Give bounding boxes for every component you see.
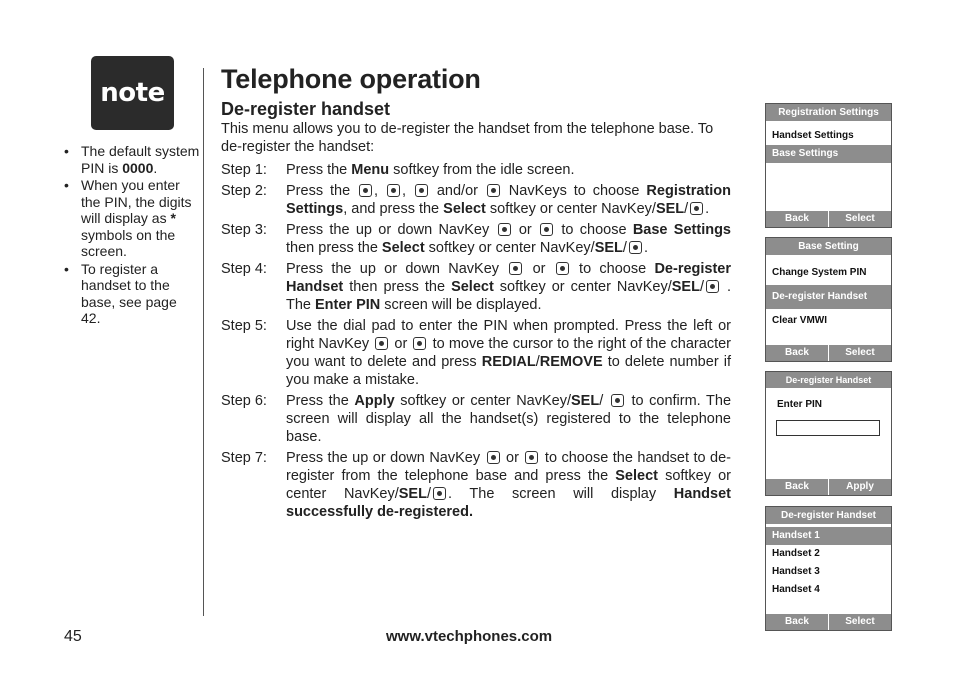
lcd-row: Enter PIN	[777, 399, 823, 410]
softkey-back: Back	[766, 479, 829, 495]
navkey-down-icon	[556, 262, 569, 275]
note-badge	[91, 56, 174, 130]
lcd-softkeys	[766, 345, 891, 361]
step-7: Step 7: Press the up or down NavKey or to choose the handset to de-register from the telephone base and press the Select softkey or center NavKey/SEL/ . The screen will display Handset successfully de-registered.	[221, 450, 731, 520]
lcd-row: Change System PIN	[772, 267, 867, 278]
page-number: 45	[64, 628, 82, 645]
lcd-header: De-register Handset	[766, 507, 891, 524]
lcd-screen-base-setting	[765, 237, 892, 362]
lcd-header: Base Setting	[766, 238, 891, 255]
softkey-select: Select	[845, 213, 875, 224]
step-2: Step 2: Press the , , and/or NavKeys to choose Registration Settings, and press the Select softkey or center NavKey/SEL/ .	[221, 183, 732, 217]
sel-key-icon	[611, 394, 624, 407]
lcd-row: Handset 2	[772, 548, 820, 559]
lcd-row: Handset Settings	[772, 130, 854, 141]
navkey-up-icon	[359, 184, 372, 197]
section-title: De-register handset	[221, 99, 391, 119]
step-3: Step 3: Press the up or down NavKey or to choose Base Settings then press the Select softkey or center NavKey/SEL/ .	[221, 222, 731, 256]
lcd-screen-enter-pin	[765, 371, 892, 496]
sel-key-icon	[706, 280, 719, 293]
lcd-row-selected: Handset 1	[766, 527, 891, 545]
step-5: Step 5: Use the dial pad to enter the PIN when prompted. Press the left or right NavKey or to move the cursor to the right of the character you want to delete and press REDIAL/REMOVE to delete number if you make a mistake.	[221, 318, 731, 388]
note-label: note	[100, 78, 165, 108]
navkey-up-icon	[498, 223, 511, 236]
softkey-back: Back	[766, 345, 829, 361]
navkey-down-icon	[540, 223, 553, 236]
steps-list	[221, 161, 733, 524]
lcd-softkeys	[766, 614, 891, 630]
intro-text: This menu allows you to de-register the handset from the telephone base. To de-register the handset:	[221, 121, 714, 155]
page-title: Telephone operation	[221, 64, 481, 94]
navkey-right-icon	[487, 184, 500, 197]
lcd-screen-handset-list	[765, 506, 892, 631]
lcd-row-selected: Base Settings	[766, 145, 891, 163]
navkey-up-icon	[509, 262, 522, 275]
lcd-row-selected: De-register Handset	[766, 285, 891, 309]
lcd-header: De-register Handset	[766, 372, 891, 388]
navkey-down-icon	[387, 184, 400, 197]
lcd-row: Clear VMWI	[772, 315, 828, 326]
lcd-softkeys	[766, 479, 891, 495]
navkey-right-icon	[413, 337, 426, 350]
navkey-up-icon	[487, 451, 500, 464]
navkey-left-icon	[415, 184, 428, 197]
lcd-screen-registration-settings	[765, 103, 892, 228]
side-note: • When you enter the PIN, the digits will display as * symbols on the screen.	[64, 177, 200, 260]
softkey-back: Back	[766, 211, 829, 227]
lcd-header: Registration Settings	[766, 104, 891, 121]
sel-key-icon	[433, 487, 446, 500]
sel-key-icon	[629, 241, 642, 254]
lcd-row: Handset 4	[772, 584, 820, 595]
navkey-down-icon	[525, 451, 538, 464]
pin-input-box	[776, 420, 880, 436]
softkey-select: Select	[845, 347, 875, 358]
divider	[203, 68, 204, 616]
website-link[interactable]: www.vtechphones.com	[386, 628, 553, 645]
navkey-left-icon	[375, 337, 388, 350]
sel-key-icon	[690, 202, 703, 215]
lcd-softkeys	[766, 211, 891, 227]
side-note: • To register a handset to the base, see page 42.	[64, 261, 200, 327]
step-1: Step 1: Press the Menu softkey from the idle screen.	[221, 162, 575, 178]
softkey-select: Select	[845, 616, 875, 627]
softkey-apply: Apply	[846, 481, 874, 492]
step-4: Step 4: Press the up or down NavKey or to choose De-register Handset then press the Select softkey or center NavKey/SEL/ . The Enter PIN screen will be displayed.	[221, 261, 732, 313]
lcd-row: Handset 3	[772, 566, 820, 577]
step-6: Step 6: Press the Apply softkey or center NavKey/SEL/ to confirm. The screen will display all the handset(s) registered to the telephone base.	[221, 393, 732, 445]
side-notes	[64, 143, 200, 328]
side-note: • The default system PIN is 0000.	[64, 143, 200, 176]
softkey-back: Back	[766, 614, 829, 630]
